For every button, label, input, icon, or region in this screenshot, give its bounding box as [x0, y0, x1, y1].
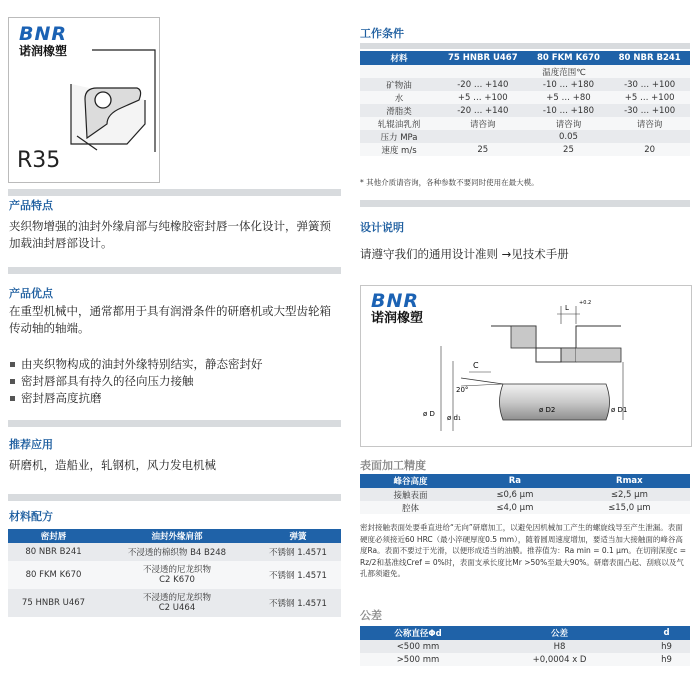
conditions-cell: 0.05 — [528, 130, 610, 143]
seal-profile-graphic — [67, 44, 157, 154]
tolerance-cell: >500 mm — [360, 653, 476, 666]
conditions-cell: 轧辊油乳剂 — [360, 117, 438, 130]
conditions-cell: -20 … +140 — [438, 78, 528, 91]
materials-cell: 不浸透的尼龙织物 C2 K670 — [99, 561, 255, 589]
conditions-cell: -30 … +100 — [609, 104, 690, 117]
advantage-item: 由夹织物构成的油封外缘特别结实，静态密封好 — [9, 356, 339, 373]
features-text: 夹织物增强的油封外缘肩部与纯橡胶密封唇一体化设计，弹簧预加载油封唇部设计。 — [9, 219, 331, 250]
surface-cell: ≤0,6 μm — [461, 488, 569, 501]
conditions-cell: 速度 m/s — [360, 143, 438, 156]
conditions-cell: 压力 MPa — [360, 130, 438, 143]
conditions-header: 材料 — [360, 51, 438, 65]
materials-cell: 不浸透的尼龙织物 C2 U464 — [99, 589, 255, 617]
conditions-cell: 请咨询 — [528, 117, 610, 130]
conditions-cell: +5 … +80 — [528, 91, 610, 104]
label-c: C — [473, 361, 479, 370]
conditions-cell: 25 — [438, 143, 528, 156]
tolerance-header: 公称直径Φd — [360, 626, 476, 640]
applications-text: 研磨机，造船业，轧钢机，风力发电机械 — [9, 458, 216, 472]
tolerance-cell: h9 — [643, 653, 690, 666]
label-tol: +0.2 — [579, 300, 592, 306]
profile-drawing-box — [8, 17, 160, 183]
label-d2: ø D2 — [539, 406, 556, 414]
conditions-header: 80 FKM K670 — [528, 51, 610, 65]
conditions-cell: 请咨询 — [438, 117, 528, 130]
materials-heading: 材料配方 — [9, 510, 53, 523]
conditions-cell: -30 … +100 — [609, 78, 690, 91]
advantages-heading: 产品优点 — [9, 287, 53, 300]
tolerance-heading: 公差 — [360, 609, 382, 622]
materials-cell: 不浸透的棉织物 B4 B248 — [99, 543, 255, 561]
materials-header: 密封唇 — [8, 529, 99, 543]
surface-header: Ra — [461, 474, 569, 488]
features-heading: 产品特点 — [9, 199, 53, 212]
conditions-cell: -10 … +180 — [528, 104, 610, 117]
surface-cell: ≤4,0 μm — [461, 501, 569, 514]
label-d-left: ø D — [423, 410, 435, 418]
design-heading: 设计说明 — [360, 221, 404, 234]
tolerance-cell: H8 — [476, 640, 643, 653]
drawing-logo-bnr: BNR — [371, 290, 420, 312]
materials-header: 弹簧 — [255, 529, 341, 543]
conditions-cell: 请咨询 — [609, 117, 690, 130]
conditions-cell — [438, 130, 528, 143]
logo-bnr: BNR — [19, 23, 68, 45]
materials-cell: 75 HNBR U467 — [8, 589, 99, 617]
conditions-cell — [609, 130, 690, 143]
tolerance-header: d — [643, 626, 690, 640]
divider — [8, 420, 341, 427]
logo — [19, 24, 67, 58]
conditions-cell: 滑脂类 — [360, 104, 438, 117]
conditions-cell: 水 — [360, 91, 438, 104]
conditions-cell: -20 … +140 — [438, 104, 528, 117]
drawing-logo-cn: 诺润橡塑 — [371, 311, 424, 326]
surface-cell: ≤2,5 μm — [569, 488, 690, 501]
temp-range-label: 温度范围℃ — [438, 65, 690, 78]
label-d1-right: ø D1 — [611, 406, 628, 414]
conditions-header: 80 NBR B241 — [609, 51, 690, 65]
label-l: L — [565, 304, 569, 312]
divider — [8, 494, 341, 501]
logo-cn: 诺润橡塑 — [19, 44, 68, 58]
conditions-cell: -10 … +180 — [528, 78, 610, 91]
advantage-item: 密封唇高度抗磨 — [9, 390, 339, 407]
conditions-cell: 20 — [609, 143, 690, 156]
surface-header: Rmax — [569, 474, 690, 488]
tolerance-cell: h9 — [643, 640, 690, 653]
surface-cell: ≤15,0 μm — [569, 501, 690, 514]
tolerance-cell: <500 mm — [360, 640, 476, 653]
materials-cell: 80 NBR B241 — [8, 543, 99, 561]
advantage-item: 密封唇部具有持久的径向压力接触 — [9, 373, 339, 390]
label-angle: 20° — [456, 386, 469, 394]
conditions-table — [360, 51, 690, 156]
advantages-list — [9, 356, 339, 407]
conditions-heading: 工作条件 — [360, 27, 404, 40]
conditions-cell: 25 — [528, 143, 610, 156]
surface-table — [360, 474, 690, 514]
advantages-text: 在重型机械中，通常都用于具有润滑条件的研磨机或大型齿轮箱传动轴的轴端。 — [9, 304, 331, 335]
installation-graphic — [361, 286, 691, 446]
conditions-cell: 矿物油 — [360, 78, 438, 91]
profile-code: R35 — [17, 148, 61, 173]
conditions-footnote: * 其他介质请咨询，各种参数不要同时使用在最大模。 — [360, 178, 539, 187]
label-d1-left: ø d₁ — [447, 414, 461, 422]
materials-table — [8, 529, 341, 617]
surface-cell: 腔体 — [360, 501, 461, 514]
materials-header: 油封外缘肩部 — [99, 529, 255, 543]
conditions-cell: +5 … +100 — [609, 91, 690, 104]
materials-cell: 不锈钢 1.4571 — [255, 589, 341, 617]
design-text: 请遵守我们的通用设计准则 →见技术手册 — [360, 247, 569, 261]
divider — [8, 189, 341, 196]
applications-heading: 推荐应用 — [9, 438, 53, 451]
materials-cell: 不锈钢 1.4571 — [255, 561, 341, 589]
surface-heading: 表面加工精度 — [360, 459, 426, 472]
conditions-cell: +5 … +100 — [438, 91, 528, 104]
divider — [8, 267, 341, 274]
divider — [360, 43, 690, 49]
materials-cell: 80 FKM K670 — [8, 561, 99, 589]
tolerance-header: 公差 — [476, 626, 643, 640]
surface-header: 峰谷高度 — [360, 474, 461, 488]
divider — [360, 200, 690, 207]
surface-cell: 接触表面 — [360, 488, 461, 501]
materials-cell: 不锈钢 1.4571 — [255, 543, 341, 561]
tolerance-cell: +0,0004 x D — [476, 653, 643, 666]
tolerance-table — [360, 626, 690, 666]
surface-paragraph: 密封接触表面处要垂直进给“无向”研磨加工，以避免因机械加工产生的螺旋线导至产生泄漏。表面硬度必须接近60 HRC（最小淬硬厚度0.5 mm），随着圆周速度增加，要适当加大接触面的峰谷高度Ra。表面不要过于光滑，以便形成适当的油膜。推荐值为：Ra min = 0.1 μm。在切削深度c = Rz/2和基准线Cref = 0%时，表面支承长度比Mr >50%至最大90%。研磨表面凸起、刮痕以及气孔都须避免。 — [360, 523, 687, 578]
conditions-header: 75 HNBR U467 — [438, 51, 528, 65]
installation-drawing-box — [360, 285, 692, 447]
